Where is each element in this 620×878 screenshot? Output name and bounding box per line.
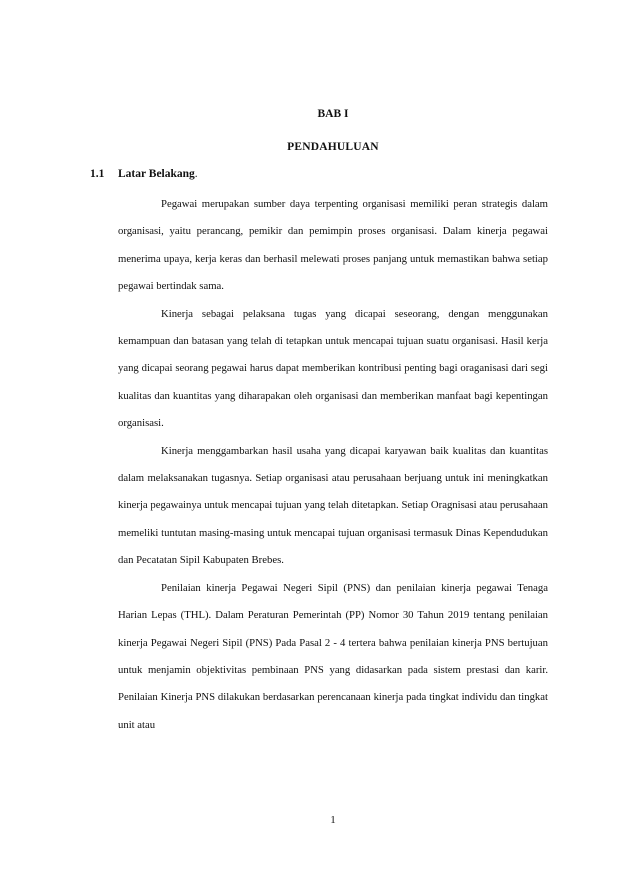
section-heading <box>90 168 198 180</box>
body-text <box>118 191 548 739</box>
paragraph: Kinerja sebagai pelaksana tugas yang dicapai seseorang, dengan menggunakan kemampuan dan batasan yang telah di tetapkan untuk mencapai tujuan suatu organisasi. Hasil kerja yang dicapai seorang pegawai harus dapat memberikan kontribusi penting bagi oraganisasi dari segi kualitas dan kuantitas yang diharapakan oleh organisasi dan memberikan manfaat bagi kepentingan organisasi. <box>118 307 548 430</box>
section-title: Latar Belakang <box>118 168 195 180</box>
paragraph: Penilaian kinerja Pegawai Negeri Sipil (PNS) dan penilaian kinerja pegawai Tenaga Harian Lepas (THL). Dalam Peraturan Pemerintah (PP) Nomor 30 Tahun 2019 tentang penilaian kinerja Pegawai Negeri Sipil (PNS) Pada Pasal 2 - 4 tertera bahwa penilaian kinerja PNS bertujuan untuk menjamin objektivitas pembinaan PNS yang didasarkan pada sistem prestasi dan karir. Penilaian Kinerja PNS dilakukan berdasarkan perencanaan kinerja pada tingkat individu dan tingkat unit atau <box>118 581 548 731</box>
paragraph: Pegawai merupakan sumber daya terpenting organisasi memiliki peran strategis dalam organisasi, yaitu perancang, pemikir dan pemimpin proses organisasi. Dalam kinerja pegawai menerima upaya, kerja keras dan berhasil melewati proses panjang untuk memastikan bahwa setiap pegawai bertindak sama. <box>118 198 548 293</box>
section-number: 1.1 <box>90 168 105 180</box>
paragraph: Kinerja menggambarkan hasil usaha yang dicapai karyawan baik kualitas dan kuantitas dalam melaksanakan tugasnya. Setiap organisasi atau perusahaan berjuang untuk ini meningkatkan kinerja pegawainya untuk mencapai tujuan yang telah ditetapkan. Setiap Oragnisasi atau perusahaan memeliki tuntutan masing-masing untuk mencapai tujuan organisasi termasuk Dinas Kependudukan dan Pecatatan Sipil Kabupaten Brebes. <box>118 444 548 567</box>
page-number: 1 <box>330 814 336 826</box>
chapter-title: PENDAHULUAN <box>287 141 379 153</box>
section-title-suffix: . <box>194 168 198 180</box>
chapter-label: BAB I <box>317 108 349 120</box>
